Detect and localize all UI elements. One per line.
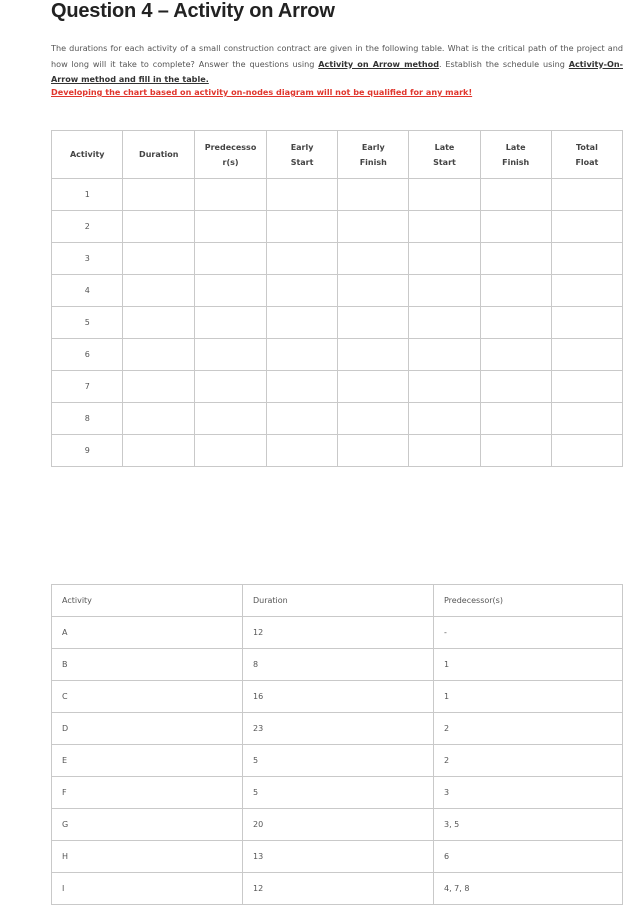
activity-number: 9 xyxy=(52,435,123,467)
schedule-row xyxy=(52,307,623,339)
empty-cell xyxy=(195,211,267,243)
activity-number: 2 xyxy=(52,211,123,243)
empty-cell xyxy=(409,371,480,403)
instructions-text-1: The durations for each activity of a small construction contract are given in the following table. What is the critical path of the project and how long will it take to complete? Answer the questions using xyxy=(51,43,623,69)
header-activity: Activity xyxy=(52,131,123,179)
empty-cell xyxy=(267,435,338,467)
empty-cell xyxy=(338,371,409,403)
schedule-row xyxy=(52,179,623,211)
header-early-finish: Early Finish xyxy=(338,131,409,179)
empty-cell xyxy=(480,371,551,403)
empty-cell xyxy=(195,307,267,339)
duration-cell: 5 xyxy=(243,745,434,777)
empty-cell xyxy=(409,307,480,339)
predecessors-cell: 6 xyxy=(434,841,623,873)
empty-cell xyxy=(195,403,267,435)
empty-cell xyxy=(480,179,551,211)
empty-cell xyxy=(267,179,338,211)
empty-cell xyxy=(123,371,195,403)
empty-cell xyxy=(267,211,338,243)
duration-cell: 23 xyxy=(243,713,434,745)
empty-cell xyxy=(123,403,195,435)
empty-cell xyxy=(267,275,338,307)
empty-cell xyxy=(409,211,480,243)
empty-cell xyxy=(195,275,267,307)
schedule-row xyxy=(52,275,623,307)
empty-cell xyxy=(123,339,195,371)
activity-cell: G xyxy=(52,809,243,841)
predecessors-cell: 2 xyxy=(434,745,623,777)
empty-cell xyxy=(480,339,551,371)
activity-row xyxy=(52,681,623,713)
empty-cell xyxy=(123,435,195,467)
empty-cell xyxy=(551,403,622,435)
empty-cell xyxy=(267,403,338,435)
empty-cell xyxy=(338,435,409,467)
duration-cell: 16 xyxy=(243,681,434,713)
activity-cell: A xyxy=(52,617,243,649)
activity-cell: F xyxy=(52,777,243,809)
schedule-row xyxy=(52,371,623,403)
empty-cell xyxy=(338,339,409,371)
empty-cell xyxy=(195,179,267,211)
instructions-paragraph xyxy=(51,41,623,88)
empty-cell xyxy=(267,339,338,371)
empty-cell xyxy=(551,179,622,211)
header-predecessors: Predecessor(s) xyxy=(434,585,623,617)
activity-number: 7 xyxy=(52,371,123,403)
empty-cell xyxy=(267,243,338,275)
empty-cell xyxy=(551,371,622,403)
activity-row xyxy=(52,649,623,681)
activity-row xyxy=(52,745,623,777)
predecessors-cell: 4, 7, 8 xyxy=(434,873,623,905)
empty-cell xyxy=(409,243,480,275)
empty-cell xyxy=(480,243,551,275)
activity-cell: E xyxy=(52,745,243,777)
activity-row xyxy=(52,873,623,905)
activity-cell: C xyxy=(52,681,243,713)
empty-cell xyxy=(195,435,267,467)
duration-cell: 8 xyxy=(243,649,434,681)
empty-cell xyxy=(480,211,551,243)
activity-cell: H xyxy=(52,841,243,873)
header-late-start: Late Start xyxy=(409,131,480,179)
empty-cell xyxy=(123,179,195,211)
activity-number: 3 xyxy=(52,243,123,275)
header-duration: Duration xyxy=(123,131,195,179)
activity-number: 6 xyxy=(52,339,123,371)
activity-number: 4 xyxy=(52,275,123,307)
empty-cell xyxy=(338,275,409,307)
predecessors-cell: 1 xyxy=(434,681,623,713)
empty-cell xyxy=(338,211,409,243)
activity-cell: B xyxy=(52,649,243,681)
duration-cell: 5 xyxy=(243,777,434,809)
empty-cell xyxy=(338,179,409,211)
empty-cell xyxy=(409,435,480,467)
schedule-row xyxy=(52,243,623,275)
empty-cell xyxy=(123,243,195,275)
empty-cell xyxy=(409,403,480,435)
empty-cell xyxy=(195,371,267,403)
empty-cell xyxy=(267,307,338,339)
instructions-emphasis-2: Activity-On-Arrow method and fill in the table. xyxy=(51,58,623,84)
header-duration: Duration xyxy=(243,585,434,617)
duration-cell: 13 xyxy=(243,841,434,873)
predecessors-cell: 3, 5 xyxy=(434,809,623,841)
activity-cell: D xyxy=(52,713,243,745)
instructions-text-2: . Establish the schedule using xyxy=(439,58,569,69)
schedule-row xyxy=(52,435,623,467)
activity-header-row xyxy=(52,585,623,617)
empty-cell xyxy=(338,403,409,435)
empty-cell xyxy=(409,339,480,371)
schedule-row xyxy=(52,403,623,435)
empty-cell xyxy=(123,275,195,307)
empty-cell xyxy=(480,307,551,339)
activity-row xyxy=(52,809,623,841)
empty-cell xyxy=(551,211,622,243)
activity-number: 5 xyxy=(52,307,123,339)
header-late-finish: Late Finish xyxy=(480,131,551,179)
predecessors-cell: 1 xyxy=(434,649,623,681)
empty-cell xyxy=(551,435,622,467)
predecessors-cell: 2 xyxy=(434,713,623,745)
empty-cell xyxy=(551,339,622,371)
empty-cell xyxy=(123,307,195,339)
schedule-row xyxy=(52,211,623,243)
activity-row xyxy=(52,841,623,873)
empty-cell xyxy=(338,307,409,339)
page-title: Question 4 – Activity on Arrow xyxy=(51,0,335,22)
duration-cell: 12 xyxy=(243,617,434,649)
empty-cell xyxy=(480,275,551,307)
empty-cell xyxy=(338,243,409,275)
empty-cell xyxy=(409,275,480,307)
predecessors-cell: - xyxy=(434,617,623,649)
schedule-row xyxy=(52,339,623,371)
empty-cell xyxy=(409,179,480,211)
empty-cell xyxy=(551,275,622,307)
empty-cell xyxy=(195,243,267,275)
activity-number: 8 xyxy=(52,403,123,435)
activity-row xyxy=(52,777,623,809)
instructions-emphasis-1: Activity on Arrow method xyxy=(318,58,439,69)
activity-cell: I xyxy=(52,873,243,905)
empty-cell xyxy=(480,403,551,435)
predecessors-cell: 3 xyxy=(434,777,623,809)
header-activity: Activity xyxy=(52,585,243,617)
header-early-start: Early Start xyxy=(267,131,338,179)
activity-row xyxy=(52,713,623,745)
activity-table xyxy=(51,584,623,905)
empty-cell xyxy=(195,339,267,371)
activity-number: 1 xyxy=(52,179,123,211)
activity-row xyxy=(52,617,623,649)
warning-text: Developing the chart based on activity on-nodes diagram will not be qualified for any mark! xyxy=(51,87,473,97)
schedule-table xyxy=(51,130,623,467)
empty-cell xyxy=(123,211,195,243)
header-total-float: Total Float xyxy=(551,131,622,179)
empty-cell xyxy=(267,371,338,403)
empty-cell xyxy=(551,243,622,275)
empty-cell xyxy=(480,435,551,467)
empty-cell xyxy=(551,307,622,339)
duration-cell: 12 xyxy=(243,873,434,905)
duration-cell: 20 xyxy=(243,809,434,841)
header-predecessors: Predecesso r(s) xyxy=(195,131,267,179)
schedule-header-row xyxy=(52,131,623,179)
